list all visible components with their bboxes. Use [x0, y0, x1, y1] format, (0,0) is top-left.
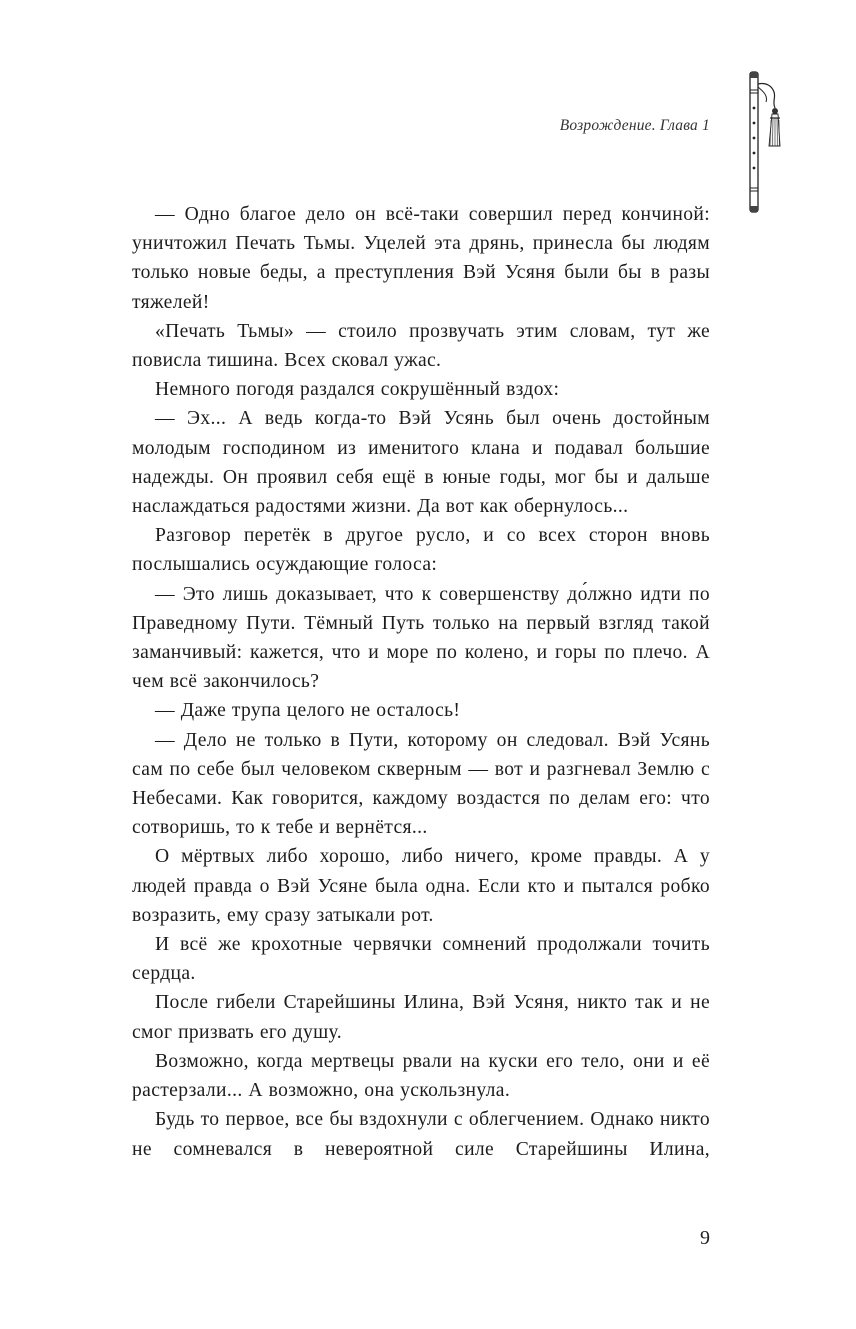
- paragraph: Немного погодя раздался сокрушённый вздох:: [155, 379, 560, 401]
- paragraph: — Это лишь доказывает, что к совершенству до́лжно идти по Праведному Пути. Тёмный Путь только на первый взгляд такой заманчивый: кажется, что и море по колено, и горы по плечо. А чем всё закончилось?: [132, 583, 710, 693]
- paragraph: — Эх... А ведь когда-то Вэй Усянь был очень достойным молодым господином из именитого клана и подавал большие надежды. Он проявил себя ещё в юные годы, мог бы и дальше наслаждаться радостями жизни. Да вот как обернулось...: [132, 408, 710, 518]
- paragraph: И всё же крохотные червячки сомнений продолжали точить сердца.: [132, 934, 710, 985]
- paragraph: Разговор перетёк в другое русло, и со всех сторон вновь послышались осуждающие голоса:: [132, 525, 710, 576]
- flute-with-tassel-icon: [742, 68, 790, 218]
- paragraph: Возможно, когда мертвецы рвали на куски его тело, они и её растерзали... А возможно, она ускользнула.: [132, 1050, 710, 1102]
- body-text: [132, 200, 710, 1164]
- paragraph: «Печать Тьмы» — стоило прозвучать этим словам, тут же повисла тишина. Всех сковал ужас.: [132, 320, 710, 372]
- paragraph: — Дело не только в Пути, которому он следовал. Вэй Усянь сам по себе был человеком скверным — вот и разгневал Землю с Небесами. Как говорится, каждому воздастся по делам его: что сотворишь, то к тебе и вернётся...: [132, 729, 710, 839]
- paragraph: — Одно благое дело он всё-таки совершил перед кончиной: уничтожил Печать Тьмы. Уцелей эта дрянь, принесла бы людям только новые беды, а преступления Вэй Усяня были бы в разы тяжелей!: [132, 204, 710, 313]
- paragraph: Будь то первое, все бы вздохнули с облегчением. Однако никто не сомневался в невероятной силе Старейшины Илина,: [132, 1109, 710, 1160]
- paragraph: — Даже трупа целого не осталось!: [155, 700, 461, 722]
- running-header: Возрождение. Глава 1: [559, 117, 710, 134]
- paragraph: О мёртвых либо хорошо, либо ничего, кроме правды. А у людей правда о Вэй Усяне была одна. Если кто и пытался робко возразить, ему сразу затыкали рот.: [132, 846, 710, 926]
- page-number: 9: [700, 1227, 710, 1249]
- paragraph: После гибели Старейшины Илина, Вэй Усяня, никто так и не смог призвать его душу.: [132, 992, 710, 1043]
